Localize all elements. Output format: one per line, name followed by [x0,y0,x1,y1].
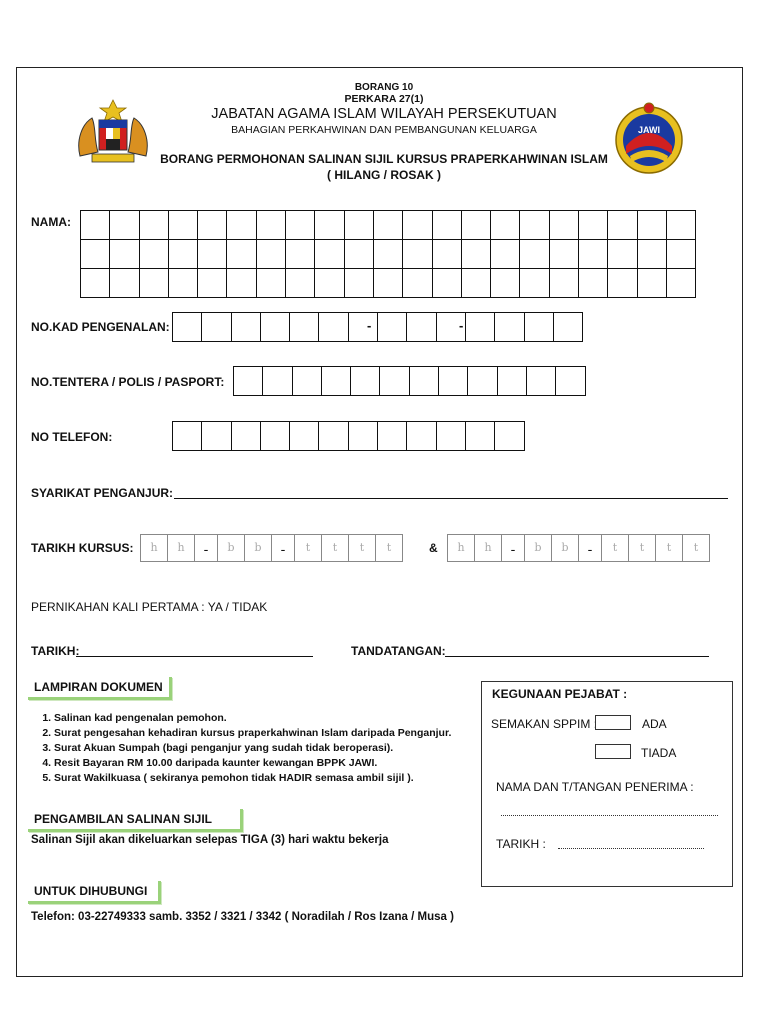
tiada-label: TIADA [641,746,677,760]
ada-label: ADA [642,717,667,731]
date-separator: - [578,534,602,562]
borang-number: BORANG 10 [354,82,414,93]
date-cell: t [601,534,629,562]
date-cell: b [524,534,552,562]
ic-separator-2: - [459,318,464,333]
army-police-passport-label: NO.TENTERA / POLIS / PASPORT: [31,375,225,389]
tiada-checkbox[interactable] [595,744,631,759]
name-label: NAMA: [31,215,71,229]
attachment-item: 4. Resit Bayaran RM 10.00 daripada kaunter kewangan BPPK JAWI. [54,756,486,771]
date-cell: t [682,534,710,562]
organizer-input-line[interactable] [174,498,728,499]
office-date-input-line[interactable] [558,848,704,849]
perkara-number: PERKARA 27(1) [344,93,424,105]
date-cell: h [167,534,195,562]
signature-label: TANDATANGAN: [351,644,446,658]
name-row-1[interactable] [80,210,696,240]
course-date-1[interactable] [140,534,403,562]
date-cell: t [655,534,683,562]
date-cell: h [447,534,475,562]
attachment-item: 1. Salinan kad pengenalan pemohon. [54,711,486,726]
date-separator: - [194,534,218,562]
date-cell: h [474,534,502,562]
date-cell: t [628,534,656,562]
name-row-2[interactable] [80,239,696,269]
collection-text: Salinan Sijil akan dikeluarkan selepas TIGA (3) hari waktu bekerja [31,834,389,846]
attachment-item: 3. Surat Akuan Sumpah (bagi penganjur yang sudah tidak beroperasi). [54,741,486,756]
ic-separator-1: - [367,318,372,333]
name-row-3[interactable] [80,268,696,298]
signature-input-line[interactable] [445,656,709,657]
date-cell: t [348,534,376,562]
attachments-list [36,711,486,786]
date-cell: b [244,534,272,562]
first-marriage-question: PERNIKAHAN KALI PERTAMA : YA / TIDAK [31,600,268,614]
date-cell: t [375,534,403,562]
date-separator: - [271,534,295,562]
course-date-label: TARIKH KURSUS: [31,541,134,555]
attachments-heading: LAMPIRAN DOKUMEN [28,677,172,700]
department-title: JABATAN AGAMA ISLAM WILAYAH PERSEKUTUAN [211,106,557,122]
ada-checkbox[interactable] [595,715,631,730]
date-separator: - [501,534,525,562]
date-cell: b [551,534,579,562]
date-and-symbol: & [429,541,438,555]
receiver-label: NAMA DAN T/TANGAN PENERIMA : [496,780,694,794]
phone-label: NO TELEFON: [31,430,113,444]
phone-input[interactable] [172,421,525,451]
office-date-label: TARIKH : [496,837,546,851]
date-cell: b [217,534,245,562]
contact-text: Telefon: 03-22749333 samb. 3352 / 3321 / 3342 ( Noradilah / Ros Izana / Musa ) [31,911,454,923]
date-input-line[interactable] [76,656,313,657]
army-police-passport-input[interactable] [233,366,586,396]
date-cell: t [321,534,349,562]
attachment-item: 2. Surat pengesahan kehadiran kursus praperkahwinan Islam daripada Penganjur. [54,726,486,741]
date-cell: h [140,534,168,562]
receiver-input-line[interactable] [501,815,718,816]
form-subtitle: ( HILANG / ROSAK ) [327,168,441,182]
ic-input[interactable] [172,312,583,342]
attachment-item: 5. Surat Wakilkuasa ( sekiranya pemohon tidak HADIR semasa ambil sijil ). [54,771,486,786]
collection-heading: PENGAMBILAN SALINAN SIJIL [28,809,243,832]
jawi-logo-text: JAWI [637,125,661,135]
course-date-2[interactable] [447,534,710,562]
ic-label: NO.KAD PENGENALAN: [31,320,170,334]
division-title: BAHAGIAN PERKAHWINAN DAN PEMBANGUNAN KELUARGA [231,124,537,136]
sppim-check-label: SEMAKAN SPPIM : [491,717,598,731]
office-use-title: KEGUNAAN PEJABAT : [492,687,628,701]
date-label: TARIKH: [31,644,80,658]
contact-heading: UNTUK DIHUBUNGI [28,881,161,904]
date-cell: t [294,534,322,562]
organizer-label: SYARIKAT PENGANJUR: [31,486,174,500]
form-title: BORANG PERMOHONAN SALINAN SIJIL KURSUS PRAPERKAHWINAN ISLAM [160,152,608,166]
